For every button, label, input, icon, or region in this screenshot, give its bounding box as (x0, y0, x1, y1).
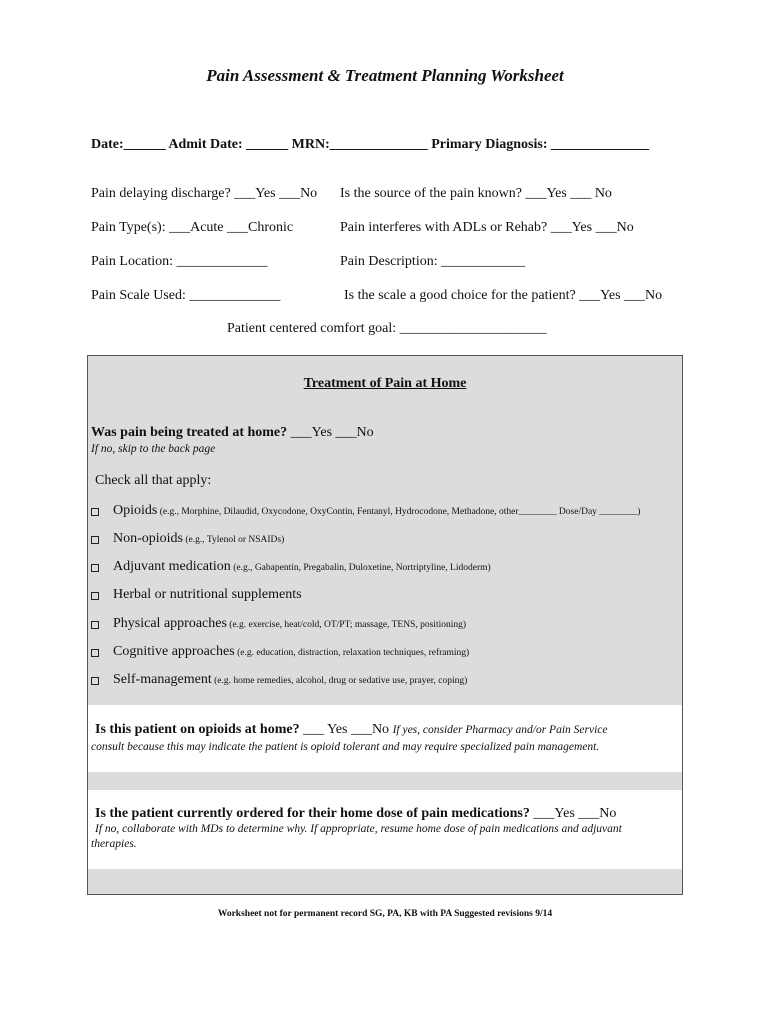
pain-delaying-discharge-question[interactable]: Pain delaying discharge? ___Yes ___No (91, 186, 318, 201)
pain-description-field[interactable]: Pain Description: ____________ (340, 254, 526, 269)
pain-scale-field[interactable]: Pain Scale Used: _____________ (91, 288, 281, 303)
home-dose-note-a: If no, collaborate with MDs to determine why. If appropriate, resume home dose of pain medications and adjuvant (95, 823, 622, 835)
checkbox-physical[interactable] (91, 621, 99, 629)
item-non-opioids: Non-opioids (e.g., Tylenol or NSAIDs) (113, 531, 285, 546)
opioids-at-home-label: Is this patient on opioids at home? (95, 722, 300, 737)
footer-note: Worksheet not for permanent record SG, PA, KB with PA Suggested revisions 9/14 (217, 909, 553, 919)
checkbox-adjuvant[interactable] (91, 564, 99, 572)
page-title: Pain Assessment & Treatment Planning Worksheet (206, 66, 564, 85)
treated-at-home-label: Was pain being treated at home? (91, 425, 288, 440)
checkbox-self-management[interactable] (91, 677, 99, 685)
opioids-note-a: If yes, consider Pharmacy and/or Pain Service (392, 724, 608, 736)
treated-at-home-note: If no, skip to the back page (91, 443, 216, 455)
opioid-question-panel (88, 705, 682, 772)
pain-type-question[interactable]: Pain Type(s): ___Acute ___Chronic (91, 220, 294, 235)
pain-adl-question[interactable]: Pain interferes with ADLs or Rehab? ___Yes ___No (340, 220, 634, 235)
treated-at-home-question[interactable] (91, 425, 374, 441)
pain-location-field[interactable]: Pain Location: _____________ (91, 254, 268, 269)
pain-source-question[interactable]: Is the source of the pain known? ___Yes ___ No (340, 186, 612, 201)
header-fields-line[interactable]: Date:______ Admit Date: ______ MRN:______________ Primary Diagnosis: ______________ (91, 137, 649, 152)
treatment-title: Treatment of Pain at Home (303, 376, 467, 391)
home-dose-question[interactable] (95, 806, 616, 822)
check-all-label: Check all that apply: (95, 473, 212, 488)
item-adjuvant: Adjuvant medication (e.g., Gabapentin, Pregabalin, Duloxetine, Nortriptyline, Lidoderm) (113, 559, 491, 574)
opioids-at-home-question[interactable] (95, 722, 608, 738)
item-opioids: Opioids (e.g., Morphine, Dilaudid, Oxycodone, OxyContin, Fentanyl, Hydrocodone, Methadone, other________ Dose/Day ________) (113, 503, 641, 518)
item-physical: Physical approaches (e.g. exercise, heat/cold, OT/PT; massage, TENS, positioning) (113, 616, 467, 631)
item-cognitive: Cognitive approaches (e.g. education, distraction, relaxation techniques, reframing) (113, 644, 470, 659)
checkbox-herbal[interactable] (91, 592, 99, 600)
scale-choice-question[interactable]: Is the scale a good choice for the patient? ___Yes ___No (344, 288, 663, 303)
item-herbal: Herbal or nutritional supplements (113, 587, 302, 602)
home-dose-label: Is the patient currently ordered for their home dose of pain medications? (95, 806, 530, 821)
opioids-note-b: consult because this may indicate the patient is opioid tolerant and may require specialized pain management. (91, 741, 600, 753)
checkbox-non-opioids[interactable] (91, 536, 99, 544)
treated-at-home-answers[interactable]: ___Yes ___No (287, 425, 374, 440)
home-dose-note-b: therapies. (91, 838, 137, 850)
checkbox-opioids[interactable] (91, 508, 99, 516)
comfort-goal-field[interactable]: Patient centered comfort goal: _____________________ (227, 321, 547, 336)
checkbox-cognitive[interactable] (91, 649, 99, 657)
home-dose-answers[interactable]: ___Yes ___No (529, 806, 617, 821)
opioids-at-home-answers[interactable]: ___ Yes ___No (299, 722, 393, 737)
item-self-management: Self-management (e.g. home remedies, alcohol, drug or sedative use, prayer, coping) (113, 672, 468, 687)
